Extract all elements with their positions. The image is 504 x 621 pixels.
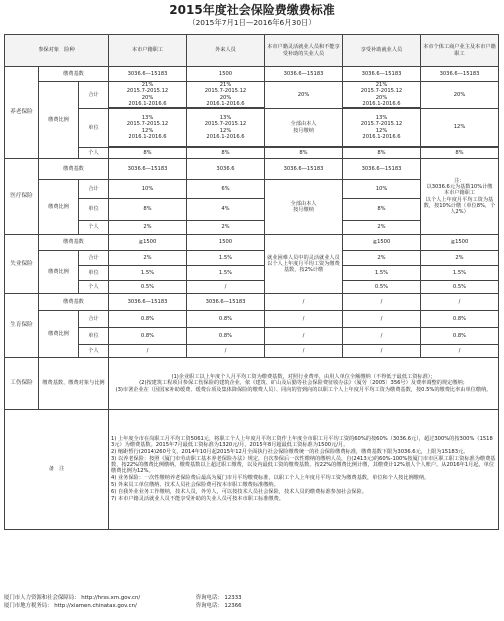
maternity-personal-c4: / xyxy=(343,345,421,358)
maternity-unit-c2: 0.8% xyxy=(187,328,265,345)
pension-total-c3: 20% xyxy=(265,82,343,109)
medical-total-c4: 10% xyxy=(343,180,421,199)
maternity-unit-label: 单位 xyxy=(79,328,109,345)
maternity-total-c3: / xyxy=(265,311,343,328)
pension-personal-label: 个人 xyxy=(79,148,109,159)
maternity-unit-c1: 0.8% xyxy=(109,328,187,345)
maternity-total-c1: 0.8% xyxy=(109,311,187,328)
unemployment-base-c5: ≧1500 xyxy=(421,235,499,251)
footer-hrss-label: 厦门市人力资源和社会保障局： xyxy=(4,595,80,601)
notes-label: 备 注 xyxy=(5,410,109,530)
unemployment-base-row xyxy=(5,235,499,251)
maternity-ratio-label: 缴费比例 xyxy=(39,311,79,358)
footer-phone2: 12366 xyxy=(224,603,242,609)
medical-unit-c4: 8% xyxy=(343,199,421,221)
medical-personal-c2: 2% xyxy=(187,221,265,235)
maternity-base-c2: 3036.6—15183 xyxy=(187,294,265,311)
pension-total-c4: 21% 2015.7-2015.12 20% 2016.1-2016.6 xyxy=(343,82,421,108)
maternity-personal-c5: / xyxy=(421,345,499,358)
unemployment-unit-c5: 1.5% xyxy=(421,266,499,281)
pension-ratio-label: 缴费比例 xyxy=(39,82,79,159)
unemployment-personal-c2: / xyxy=(187,281,265,294)
maternity-total-label: 合计 xyxy=(79,311,109,328)
unemployment-total-c4: 2% xyxy=(343,251,421,266)
note-item: 1) 上年度全市在岗职工月平均工资5061元，将职工个人上年度月平均工资作上年度全市职工月平均工资的60%的按60%（3036.6元），超过300%的按300%（15183元）为缴费基数。2015年7月最低工资标准为1320元/月，2015年8月超最低工资标准为1500元/月。 xyxy=(111,435,493,448)
footer-row-hrss xyxy=(4,594,242,602)
pension-base-c3: 3036.6—15183 xyxy=(265,67,343,82)
table-header-row xyxy=(5,35,499,67)
contribution-table xyxy=(4,34,499,530)
pension-base-c1: 3036.6—15183 xyxy=(109,67,187,82)
medical-c3: 全部由本人 按月缴纳 xyxy=(265,180,343,235)
unemployment-unit-c4: 1.5% xyxy=(343,266,421,281)
maternity-base-row xyxy=(5,294,499,311)
unemployment-unit-c1: 1.5% xyxy=(109,266,187,281)
maternity-base-c5: / xyxy=(421,294,499,311)
unemployment-total-c5: 2% xyxy=(421,251,499,266)
maternity-base-label: 缴费基数 xyxy=(39,294,109,311)
medical-unit-c2: 4% xyxy=(187,199,265,221)
medical-personal-c1: 2% xyxy=(109,221,187,235)
maternity-base-c1: 3036.6—15183 xyxy=(109,294,187,311)
unemployment-personal-label: 个人 xyxy=(79,281,109,294)
header-col3: 本市户籍灵活就业人员和不能享受补助的失业人员 xyxy=(265,35,343,67)
injury-row xyxy=(5,358,499,410)
pension-personal-c2: 8% xyxy=(187,148,265,159)
maternity-total-c4: / xyxy=(343,311,421,328)
medical-base-c3: 3036.6—15183 xyxy=(265,159,343,180)
footer-hrss-url[interactable]: http://hrss.xm.gov.cn/ xyxy=(81,595,141,601)
maternity-unit-c5: 0.8% xyxy=(421,328,499,345)
maternity-personal-label: 个人 xyxy=(79,345,109,358)
unemployment-unit-row xyxy=(5,266,499,281)
unemployment-c3: 就业困难人员中的灵活就业人员以个人上年度月平均工资为缴费基数，按2%计缴 xyxy=(265,235,343,294)
maternity-unit-c3: / xyxy=(265,328,343,345)
pension-unit-row xyxy=(5,109,499,147)
unemployment-base-c2: 1500 xyxy=(187,235,265,251)
unemployment-personal-c1: 0.5% xyxy=(109,281,187,294)
note-item: 2) 缩距暂行(2014)260号文，2014年10月起2015年12月全面执行社会保险缴费统一的社会保险缴费标准，缴费基数下限为3036.6元，上限为15183元。 xyxy=(111,448,469,455)
pension-unit-label: 单位 xyxy=(79,109,109,148)
pension-total-label: 合计 xyxy=(79,82,109,109)
unemployment-personal-row xyxy=(5,281,499,294)
footer-phone2-label: 咨询电话： xyxy=(195,603,223,609)
note-item: 6) 自我外业业务工作缴纳，技术人员，外劳人，可以按技术人员社会保险，技术人员的缴费标准参加社会保险。 xyxy=(111,489,367,496)
unemployment-total-c1: 2% xyxy=(109,251,187,266)
medical-total-c1: 10% xyxy=(109,180,187,199)
footer-phone1-label: 咨询电话： xyxy=(195,595,223,601)
pension-personal-c3: 8% xyxy=(265,148,343,159)
pension-total-c2: 21% 2015.7-2015.12 20% 2016.1-2016.6 xyxy=(187,82,265,108)
header-col1: 本市户籍职工 xyxy=(109,35,187,67)
unemployment-category: 失业保险 xyxy=(5,235,39,294)
pension-personal-c1: 8% xyxy=(109,148,187,159)
medical-base-row xyxy=(5,159,499,180)
maternity-total-c5: 0.8% xyxy=(421,311,499,328)
medical-total-c2: 6% xyxy=(187,180,265,199)
maternity-personal-row xyxy=(5,345,499,358)
maternity-total-row xyxy=(5,311,499,328)
footer-row-tax xyxy=(4,602,242,610)
header-col2: 外来人员 xyxy=(187,35,265,67)
unemployment-personal-c5: 0.5% xyxy=(421,281,499,294)
pension-category: 养老保险 xyxy=(5,67,39,159)
pension-personal-c5: 8% xyxy=(421,148,499,159)
medical-personal-label: 个人 xyxy=(79,221,109,235)
document-title: 2015年度社会保险费缴费标准 xyxy=(169,3,335,17)
medical-base-c2: 3036.6 xyxy=(187,159,265,180)
maternity-category: 生育保险 xyxy=(5,294,39,358)
pension-base-label: 缴费基数 xyxy=(39,67,109,82)
maternity-unit-c4: / xyxy=(343,328,421,345)
maternity-base-c4: / xyxy=(343,294,421,311)
footer-tax-url[interactable]: http://xiamen.chinatax.gov.cn/ xyxy=(54,603,137,609)
unemployment-base-label: 缴费基数 xyxy=(39,235,109,251)
maternity-total-c2: 0.8% xyxy=(187,311,265,328)
unemployment-personal-c4: 0.5% xyxy=(343,281,421,294)
note-item: 7) 本市户籍灵活就业人员不能享受补助的失业人员可按本市职工标准缴费。 xyxy=(111,496,284,503)
medical-base-label: 缴费基数 xyxy=(39,159,109,180)
medical-total-label: 合计 xyxy=(79,180,109,199)
maternity-personal-c3: / xyxy=(265,345,343,358)
pension-total-c5: 20% xyxy=(421,82,499,109)
footer xyxy=(4,594,242,610)
document-subtitle: （2015年7月1日—2016年6月30日） xyxy=(188,18,316,27)
injury-category: 工伤保险 xyxy=(5,358,39,410)
unemployment-ratio-label: 缴费比例 xyxy=(39,251,79,294)
header-col5: 本市个体工商户业主及本市户籍职工 xyxy=(421,35,499,67)
pension-total-row xyxy=(5,82,499,108)
medical-base-c4: 3036.6—15183 xyxy=(343,159,421,180)
unemployment-total-c2: 1.5% xyxy=(187,251,265,266)
note-item: 4) 业务保险：一次性缴纳养老保险费后最高为厦门市月平均缴费标准，以职工个人上年度月平均工资为缴费基数，单位和个人按比例缴纳。 xyxy=(111,475,430,482)
pension-base-c4: 3036.6—15183 xyxy=(343,67,421,82)
medical-personal-c4: 2% xyxy=(343,221,421,235)
pension-total-c1: 21% 2015.7-2015.12 20% 2016.1-2016.6 xyxy=(109,82,187,108)
document-page xyxy=(0,3,504,621)
footer-tax-label: 厦门市地方税务局： xyxy=(4,603,53,609)
note-item: 5) 外来员工单位缴纳、技术人员社会保险费可按本市职工缴费标准缴纳。 xyxy=(111,482,279,489)
pension-base-c2: 1500 xyxy=(187,67,265,82)
note-item: 3) 以养老保险：按照《厦门市劳动职工基本养老保险办法》规定，自次参保后一次性缴纳的缴纳人员，自(2413元)的60%-100%按厦门市市区职工职工资标准为缴费基数，按22%的缴费比例缴纳。缴费基数以上超过职工缴费，以及内最低工资的缴费基数，按22%的缴费比例计缴，其缴费计12%划人个人账户。从2016年1月起，单位缴费比例为12%。 xyxy=(111,455,496,474)
footer-phone1: 12333 xyxy=(224,595,242,601)
header-col4: 享受补助就业人员 xyxy=(343,35,421,67)
medical-unit-label: 单位 xyxy=(79,199,109,221)
unemployment-total-row xyxy=(5,251,499,266)
maternity-unit-row xyxy=(5,328,499,345)
pension-unit-c2: 13% 2015.7-2015.12 12% 2016.1-2016.6 xyxy=(187,109,265,147)
medical-unit-c1: 8% xyxy=(109,199,187,221)
medical-ratio-label: 缴费比例 xyxy=(39,180,79,235)
maternity-base-c3: / xyxy=(265,294,343,311)
pension-unit-c4: 13% 2015.7-2015.12 12% 2016.1-2016.6 xyxy=(343,109,421,147)
injury-label: 缴费基数、缴费对象与比例 xyxy=(39,358,109,410)
unemployment-base-c1: ≧1500 xyxy=(109,235,187,251)
maternity-personal-c2: / xyxy=(187,345,265,358)
pension-unit-c1: 13% 2015.7-2015.12 12% 2016.1-2016.6 xyxy=(109,109,187,147)
medical-base-c1: 3036.6—15183 xyxy=(109,159,187,180)
unemployment-unit-label: 单位 xyxy=(79,266,109,281)
unemployment-unit-c2: 1.5% xyxy=(187,266,265,281)
pension-base-row xyxy=(5,67,499,82)
pension-personal-c4: 8% xyxy=(343,148,421,159)
injury-text: (1)企业职工以上年度个人月平均工资为缴费基数，对照行业费率，由用人单位全额缴纳（不得低于最低工资标准）； (2)按建筑工程项目参保工伤保险的建筑企业，依《建筑、矿山及后勤等社会保险费征收办法》（厦劳〔2005〕356号）及费率调整的规定缴纳； (3)市署企业在（因国家补助缓费、缓费台项及集体降保险的缴费人员）、同向的管到向的以职工个人上年度月平均工资为缴费基数，按0.5%的缴费比率由单位缴纳。 xyxy=(109,358,499,410)
pension-base-c5: 3036.6—15183 xyxy=(421,67,499,82)
notes-content xyxy=(109,410,499,530)
pension-unit-c5: 12% xyxy=(421,109,499,147)
pension-unit-c3: 全部由本人 按月缴纳 xyxy=(265,109,343,147)
header-corner: 参保对象 险种 xyxy=(5,35,109,67)
medical-note-c5: 注： 以3036.6元为基数10%计缴 本市户籍职工 以个人上年度月平均工资为基数，按10%计缴（单位8%，个人2%） xyxy=(421,159,499,235)
pension-personal-row xyxy=(5,148,499,159)
maternity-personal-c1: / xyxy=(109,345,187,358)
unemployment-base-c4: ≧1500 xyxy=(343,235,421,251)
notes-row xyxy=(5,410,499,530)
unemployment-total-label: 合计 xyxy=(79,251,109,266)
medical-category: 医疗保险 xyxy=(5,159,39,235)
